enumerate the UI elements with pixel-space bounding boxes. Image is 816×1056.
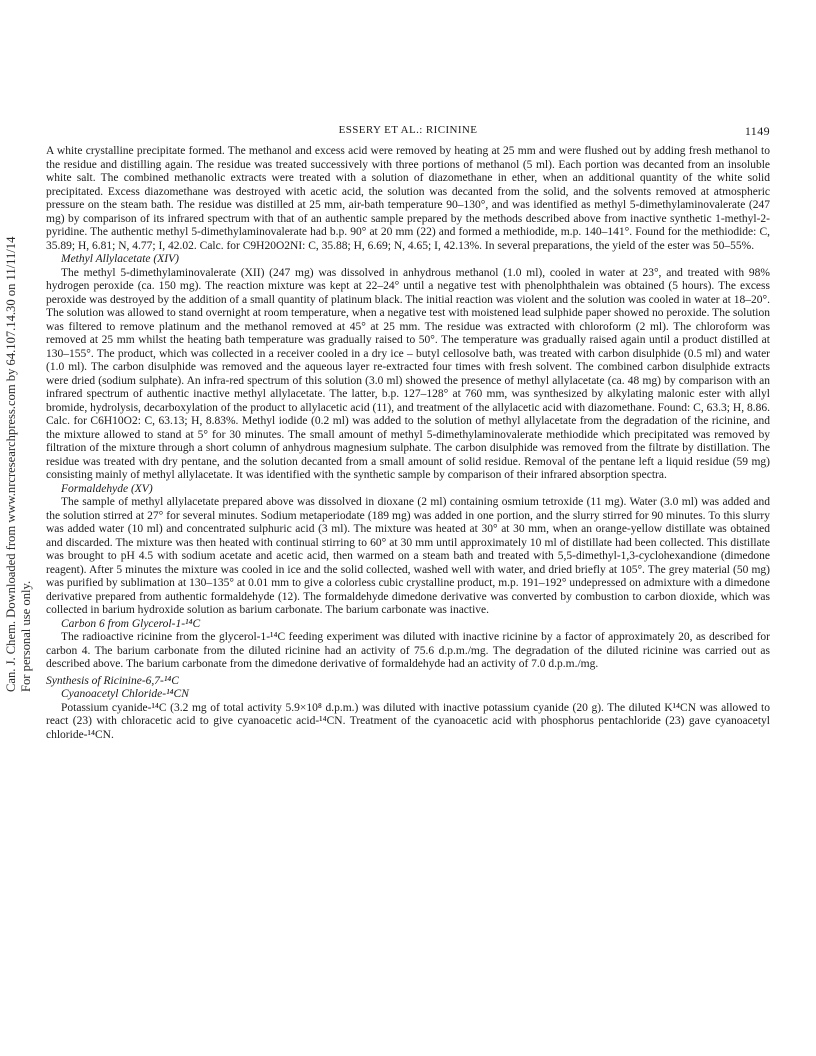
subheading-cyanoacetyl-chloride: Cyanoacetyl Chloride-¹⁴CN (61, 688, 189, 700)
paragraph-methyl-allylacetate: The methyl 5-dimethylaminovalerate (XII) (247 mg) was dissolved in anhydrous methanol (1.0 ml), cooled in water at 23°, and treated with 98% hydrogen peroxide (ca. 150 mg). The reaction mixture was kept at 22–24° until a negative test with phenolphthalein was obtained (5 hours). The excess peroxide was destroyed by the addition of a small quantity of platinum black. The initial reaction was violent and the solution was cooled in water at 18–20°. The solution was allowed to stand overnight at room temperature, when a negative test with moistened lead sulphide paper showed no peroxide. The solution was filtered to remove platinum and the methanol removed at 45° at 25 mm. The residue was extracted with chloroform (2 ml). The chloroform was removed at 25 mm whilst the heating bath temperature was gradually raised to 50°. The temperature was gradually raised again until a product distilled at 130–155°. The product, which was collected in a receiver cooled in a dry ice – butyl cellosolve bath, was treated with carbon disulphide (0.5 ml) and water (1.0 ml). The carbon disulphide was removed and the aqueous layer re-extracted four times with fresh solvent. The combined carbon disulphide extracts were dried (sodium sulphate). An infra-red spectrum of this solution (3.0 ml) showed the presence of methyl allylacetate (ca. 48 mg) by comparison with an infrared spectrum of authentic inactive methyl allylacetate. The latter, b.p. 127–128° at 760 mm, was synthesized by alkylating malonic ester with allyl bromide, hydrolysis, decarboxylation of the product to allylacetic acid (11), and treatment of the allylacetic acid with diazomethane. Found: C, 63.3; H, 8.86. Calc. for C6H10O2: C, 63.13; H, 8.83%. Methyl iodide (0.2 ml) was added to the solution of methyl allylacetate from the degradation of the ricinine, and the mixture allowed to stand at 5° for 30 minutes. The small amount of methyl 5-dimethylaminovalerate methiodide which precipitated was removed by filtration of the mixture through a short column of anhydrous magnesium sulphate. The carbon disulphide was removed from the filtrate by distillation. The residue was treated with dry pentane, and the solution decanted from a small amount of solid residue. Removal of the pentane left a liquid residue (59 mg) consisting mainly of methyl allylacetate. It was identified with the synthetic sample by comparison of their infrared absorption spectra. (46, 266, 770, 481)
paragraph-carbon-6: The radioactive ricinine from the glycerol-1-¹⁴C feeding experiment was diluted with inactive ricinine by a factor of approximately 20, as described for carbon 4. The barium carbonate from the diluted ricinine had an activity of 75.6 d.p.m./mg. The degradation of the diluted ricinine was carried out as described above. The barium carbonate from the dimedone derivative of formaldehyde had an activity of 7.0 d.p.m./mg. (46, 631, 770, 670)
subheading-methyl-allylacetate: Methyl Allylacetate (XIV) (61, 253, 179, 265)
page-number: 1149 (744, 124, 770, 138)
subheading-carbon-6: Carbon 6 from Glycerol-1-¹⁴C (61, 617, 201, 630)
article-body (46, 145, 770, 742)
download-watermark (2, 222, 36, 692)
running-header (46, 124, 770, 140)
subheading-formaldehyde: Formaldehyde (XV) (61, 482, 153, 495)
paragraph-continuation: A white crystalline precipitate formed. The methanol and excess acid were removed by heating at 25 mm and were flushed out by adding fresh methanol to the residue and distilling again. The residue was treated successively with three portions of methanol (5 ml). Each portion was decanted from an insoluble white salt. The combined methanolic extracts were treated with a solution of diazomethane in ether, when an additional quantity of the white solid precipitated. Excess diazomethane was destroyed with acetic acid, the solution was decanted from the solid, and the solvents removed at atmospheric pressure on the steam bath. The residue was distilled at 25 mm, air-bath temperature 90–130°, and was identified as methyl 5-dimethylaminovalerate (247 mg) by comparison of its infrared spectrum with that of an authentic sample prepared by the methods described above from inactive synthetic 1-methyl-2-pyridine. The authentic methyl 5-dimethylaminovalerate had b.p. 90° at 20 mm (22) and formed a methiodide, m.p. 140–141°. Found for the methiodide: C, 35.89; H, 6.81; N, 4.77; I, 42.02. Calc. for C9H20O2NI: C, 35.88; H, 6.69; N, 4.65; I, 42.13%. In several preparations, the yield of the ester was 50–55%. (46, 145, 770, 252)
running-title: ESSERY ET AL.: RICININE (338, 124, 478, 136)
personal-use-notice: For personal use only. (19, 580, 33, 692)
paragraph-formaldehyde: The sample of methyl allylacetate prepared above was dissolved in dioxane (2 ml) containing osmium tetroxide (11 mg). Water (3.0 ml) was added and the solution stirred at 27° for several minutes. Sodium metaperiodate (189 mg) was added in one portion, and the slurry stirred for 90 minutes. To this slurry was added water (10 ml) and concentrated sulphuric acid (3 ml). The mixture was heated at 30° at 30 mm, when an orange-yellow distillate was obtained and discarded. The mixture was then heated with continual stirring to 60° at 30 mm until approximately 10 ml of distillate had been collected. This distillate was brought to pH 4.5 with sodium acetate and acetic acid, then warmed on a steam bath and treated with 5,5-dimethyl-1,3-cyclohexandione (dimedone reagent). After 5 minutes the mixture was cooled in ice and the solid collected, washed well with water, and dried briefly at 105°. The grey material (50 mg) was purified by sublimation at 130–135° at 0.01 mm to give a colorless cubic crystalline product, m.p. 191–192° undepressed on admixture with a dimedone derivative prepared from authentic formaldehyde (12). The formaldehyde dimedone derivative was converted by combustion to carbon dioxide, which was collected in barium hydroxide solution as barium carbonate. The barium carbonate was inactive. (46, 496, 770, 616)
section-heading-synthesis: Synthesis of Ricinine-6,7-¹⁴C (46, 674, 179, 687)
download-notice: Can. J. Chem. Downloaded from www.nrcresearchpress.com by 64.107.14.30 on 11/11/14 (4, 236, 18, 692)
paragraph-cyanoacetyl-chloride: Potassium cyanide-¹⁴C (3.2 mg of total activity 5.9×10⁸ d.p.m.) was diluted with inactive potassium cyanide (20 g). The diluted K¹⁴CN was allowed to react (23) with chloracetic acid to give cyanoacetic acid-¹⁴CN. Treatment of the cyanoacetic acid with phosphorus pentachloride (23) gave cyanoacetyl chloride-¹⁴CN. (46, 701, 770, 741)
